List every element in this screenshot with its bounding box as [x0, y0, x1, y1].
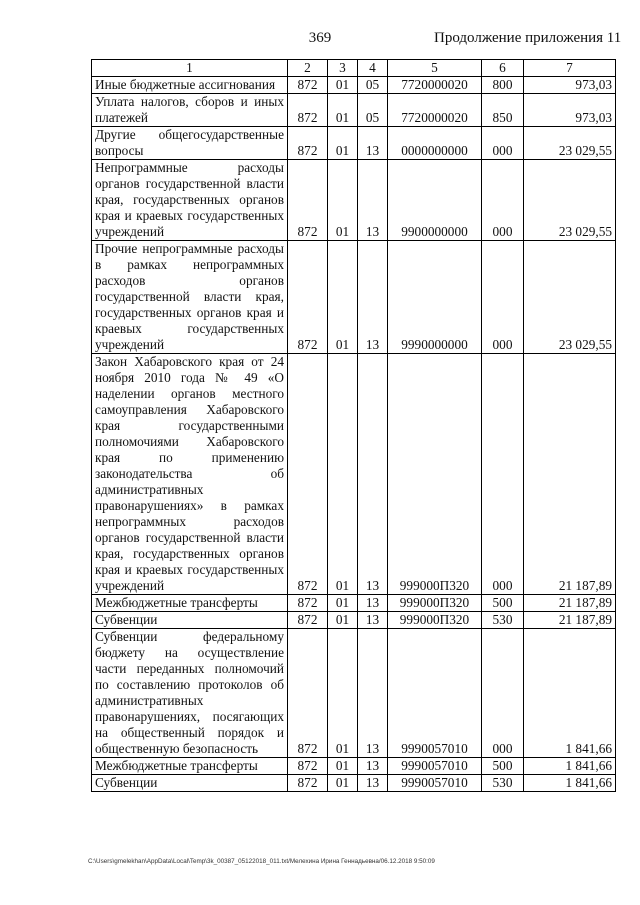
row-target-article: 0000000000 [388, 127, 482, 160]
table-row [92, 127, 616, 160]
row-target-article: 9990057010 [388, 629, 482, 758]
row-target-article: 999000П320 [388, 354, 482, 595]
row-amount: 23 029,55 [524, 127, 616, 160]
row-amount: 23 029,55 [524, 160, 616, 241]
row-ministry-code: 872 [288, 775, 328, 792]
row-expense-type: 000 [482, 354, 524, 595]
row-name: Иные бюджетные ассигнования [92, 77, 288, 94]
row-ministry-code: 872 [288, 77, 328, 94]
row-name: Закон Хабаровского края от 24 ноября 2010 года № 49 «О наделении органов местного самоуправления Хабаровского края государственными полномочиями Хабаровского края по применению законодательства об административных правонарушениях» в рамках непрограммных расходов органов государственной власти края, государственных органов края и краевых государственных учреждений [92, 354, 288, 595]
row-ministry-code: 872 [288, 160, 328, 241]
row-section-code: 01 [328, 241, 358, 354]
row-section-code: 01 [328, 127, 358, 160]
table-row [92, 354, 616, 595]
column-header: 7 [524, 60, 616, 77]
row-section-code: 01 [328, 612, 358, 629]
column-header: 4 [358, 60, 388, 77]
row-expense-type: 000 [482, 160, 524, 241]
page-number: 369 [308, 30, 332, 46]
table-row [92, 612, 616, 629]
row-subsection-code: 13 [358, 629, 388, 758]
table-row [92, 629, 616, 758]
row-target-article: 999000П320 [388, 595, 482, 612]
row-subsection-code: 05 [358, 94, 388, 127]
row-section-code: 01 [328, 160, 358, 241]
row-name: Субвенции [92, 612, 288, 629]
row-section-code: 01 [328, 758, 358, 775]
row-amount: 23 029,55 [524, 241, 616, 354]
column-header: 5 [388, 60, 482, 77]
row-target-article: 9900000000 [388, 160, 482, 241]
row-section-code: 01 [328, 775, 358, 792]
row-subsection-code: 13 [358, 354, 388, 595]
row-amount: 973,03 [524, 94, 616, 127]
row-name: Непрограммные расходы органов государственной власти края, государственных органов края и краевых государственных учреждений [92, 160, 288, 241]
row-subsection-code: 13 [358, 127, 388, 160]
row-ministry-code: 872 [288, 629, 328, 758]
row-subsection-code: 13 [358, 241, 388, 354]
row-ministry-code: 872 [288, 127, 328, 160]
table-row [92, 241, 616, 354]
row-amount: 973,03 [524, 77, 616, 94]
row-subsection-code: 13 [358, 595, 388, 612]
row-expense-type: 500 [482, 595, 524, 612]
row-amount: 1 841,66 [524, 629, 616, 758]
row-amount: 21 187,89 [524, 595, 616, 612]
row-expense-type: 000 [482, 629, 524, 758]
row-name: Уплата налогов, сборов и иных платежей [92, 94, 288, 127]
row-amount: 21 187,89 [524, 354, 616, 595]
appendix-continuation-label: Продолжение приложения 11 [434, 30, 622, 46]
row-name: Межбюджетные трансферты [92, 758, 288, 775]
row-amount: 21 187,89 [524, 612, 616, 629]
table-row [92, 595, 616, 612]
table-row [92, 94, 616, 127]
row-expense-type: 850 [482, 94, 524, 127]
row-section-code: 01 [328, 354, 358, 595]
row-expense-type: 530 [482, 612, 524, 629]
table-row [92, 758, 616, 775]
table-row [92, 775, 616, 792]
column-header: 6 [482, 60, 524, 77]
row-target-article: 9990000000 [388, 241, 482, 354]
row-expense-type: 000 [482, 241, 524, 354]
table-row [92, 160, 616, 241]
table-row [92, 77, 616, 94]
file-path-footer: C:\Users\gmelekhan\AppData\Local\Temp\3k_00387_05122018_011.txt/Мелехина Ирина Геннадьевна/06.12.2018 9:50:09 [88, 858, 435, 865]
row-ministry-code: 872 [288, 595, 328, 612]
row-expense-type: 530 [482, 775, 524, 792]
row-target-article: 9990057010 [388, 758, 482, 775]
column-header: 1 [92, 60, 288, 77]
row-section-code: 01 [328, 94, 358, 127]
row-subsection-code: 13 [358, 775, 388, 792]
row-ministry-code: 872 [288, 758, 328, 775]
column-header: 3 [328, 60, 358, 77]
row-subsection-code: 13 [358, 612, 388, 629]
row-section-code: 01 [328, 595, 358, 612]
row-expense-type: 500 [482, 758, 524, 775]
row-ministry-code: 872 [288, 354, 328, 595]
row-subsection-code: 13 [358, 160, 388, 241]
row-name: Другие общегосударственные вопросы [92, 127, 288, 160]
row-name: Субвенции [92, 775, 288, 792]
row-expense-type: 800 [482, 77, 524, 94]
row-subsection-code: 13 [358, 758, 388, 775]
row-ministry-code: 872 [288, 612, 328, 629]
column-header: 2 [288, 60, 328, 77]
row-name: Межбюджетные трансферты [92, 595, 288, 612]
row-target-article: 7720000020 [388, 94, 482, 127]
budget-table [91, 59, 616, 792]
row-target-article: 999000П320 [388, 612, 482, 629]
row-amount: 1 841,66 [524, 758, 616, 775]
row-expense-type: 000 [482, 127, 524, 160]
row-subsection-code: 05 [358, 77, 388, 94]
row-section-code: 01 [328, 77, 358, 94]
row-name: Прочие непрограммные расходы в рамках непрограммных расходов органов государственной власти края, государственных органов края и краевых государственных учреждений [92, 241, 288, 354]
table-header-row [92, 60, 616, 77]
row-target-article: 9990057010 [388, 775, 482, 792]
row-amount: 1 841,66 [524, 775, 616, 792]
row-section-code: 01 [328, 629, 358, 758]
row-ministry-code: 872 [288, 241, 328, 354]
row-target-article: 7720000020 [388, 77, 482, 94]
row-name: Субвенции федеральному бюджету на осуществление части переданных полномочий по составлению протоколов об административных правонарушениях, посягающих на общественный порядок и общественную безопасность [92, 629, 288, 758]
row-ministry-code: 872 [288, 94, 328, 127]
